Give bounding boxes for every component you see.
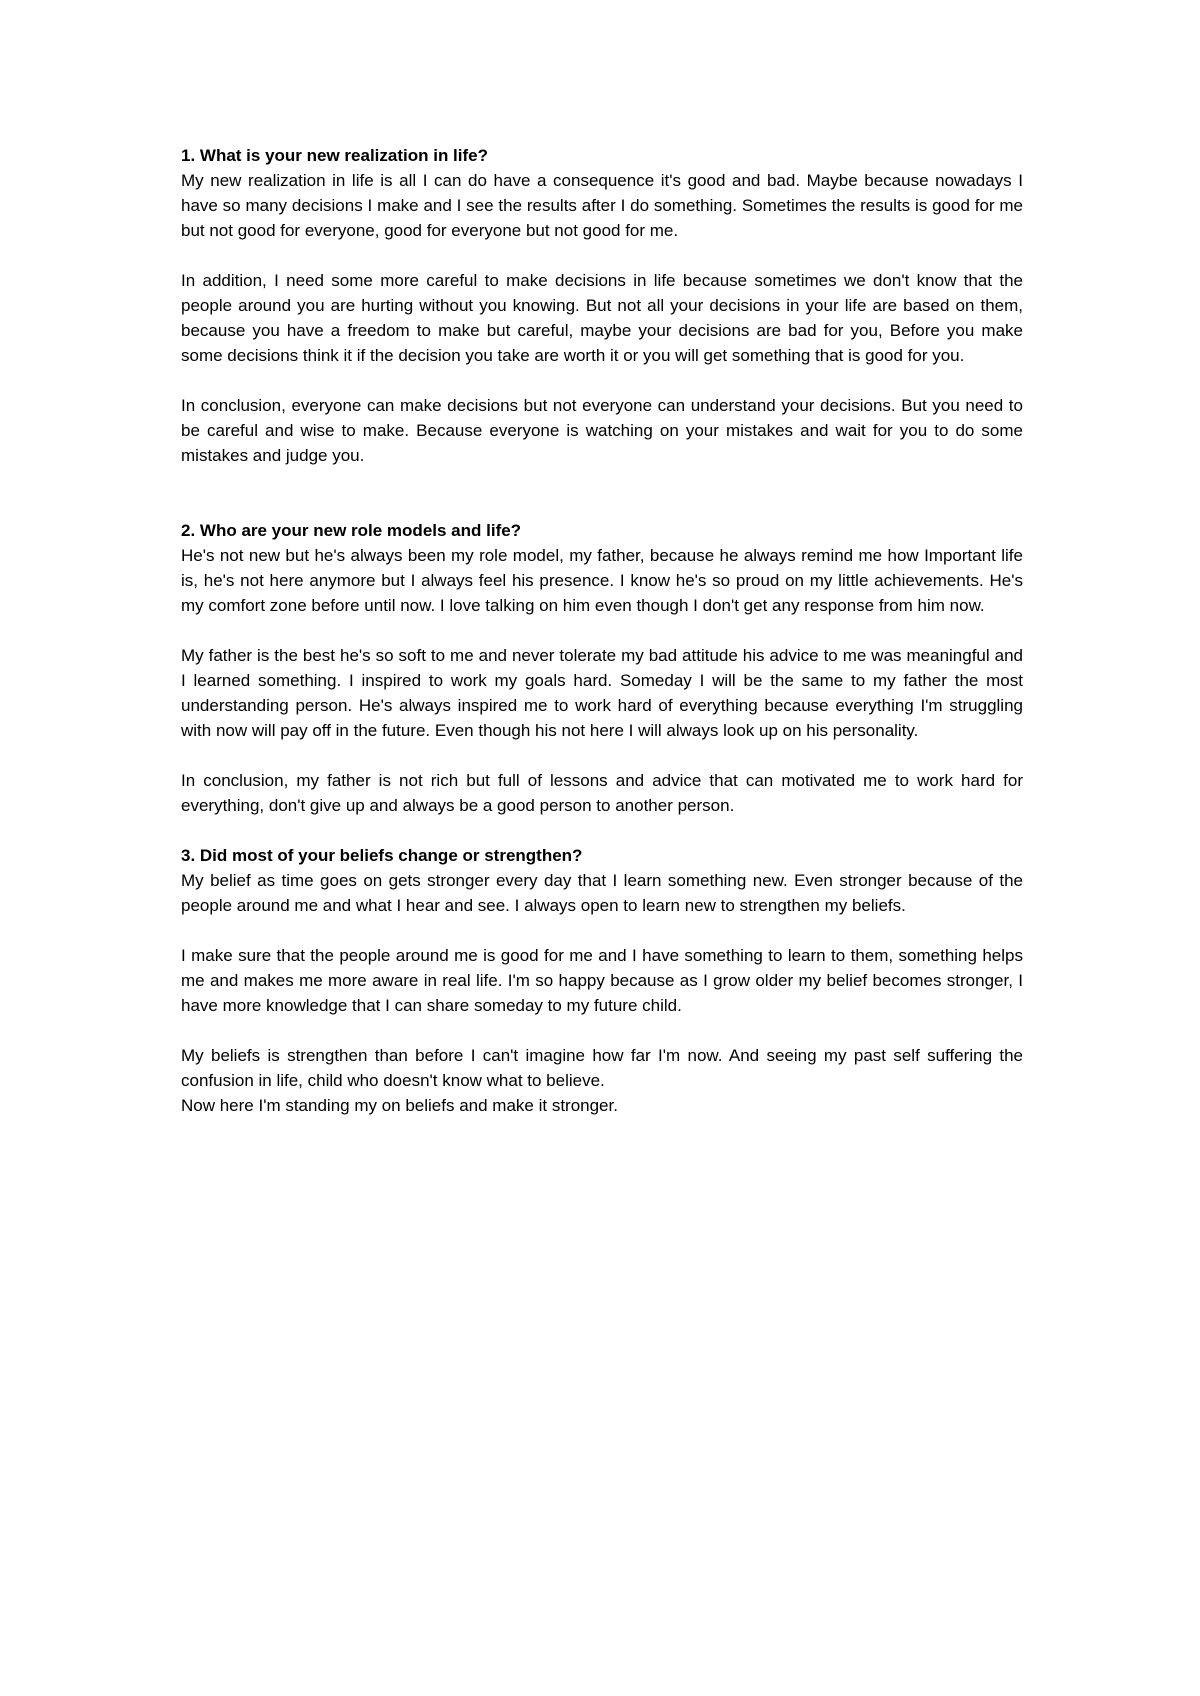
- section-heading: 1. What is your new realization in life?: [181, 146, 488, 165]
- paragraph: In conclusion, everyone can make decisions but not everyone can understand your decisions. But you need to be careful and wise to make. Because everyone is watching on your mistakes and wait for you to do some mistakes and judge you.: [181, 396, 1023, 465]
- paragraph: In conclusion, my father is not rich but full of lessons and advice that can motivated me to work hard for everything, don't give up and always be a good person to another person.: [181, 771, 1023, 815]
- paragraph: My new realization in life is all I can do have a consequence it's good and bad. Maybe because nowadays I have so many decisions I make and I see the results after I do something. Sometimes the results is good for me but not good for everyone, good for everyone but not good for me.: [181, 171, 1023, 240]
- paragraph: My father is the best he's so soft to me and never tolerate my bad attitude his advice to me was meaningful and I learned something. I inspired to work my goals hard. Someday I will be the same to my father the most understanding person. He's always inspired me to work hard of everything because everything I'm struggling with now will pay off in the future. Even though his not here I will always look up on his personality.: [181, 646, 1023, 740]
- paragraph: My belief as time goes on gets stronger every day that I learn something new. Even stronger because of the people around me and what I hear and see. I always open to learn new to strengthen my beliefs.: [181, 871, 1023, 915]
- paragraph-spacer: [181, 618, 1023, 643]
- paragraph-spacer: [181, 368, 1023, 393]
- section-spacer: [181, 468, 1023, 518]
- paragraph-spacer: [181, 1018, 1023, 1043]
- paragraph-spacer: [181, 743, 1023, 768]
- section-heading: 3. Did most of your beliefs change or strengthen?: [181, 846, 583, 865]
- paragraph: In addition, I need some more careful to make decisions in life because sometimes we don't know that the people around you are hurting without you knowing. But not all your decisions in your life are based on them, because you have a freedom to make but careful, maybe your decisions are bad for you, Before you make some decisions think it if the decision you take are worth it or you will get something that is good for you.: [181, 271, 1023, 365]
- paragraph-spacer: [181, 918, 1023, 943]
- paragraph: He's not new but he's always been my role model, my father, because he always remind me how Important life is, he's not here anymore but I always feel his presence. I know he's so proud on my little achievements. He's my comfort zone before until now. I love talking on him even though I don't get any response from him now.: [181, 546, 1023, 615]
- paragraph: My beliefs is strengthen than before I can't imagine how far I'm now. And seeing my past self suffering the confusion in life, child who doesn't know what to believe.: [181, 1046, 1023, 1090]
- paragraph-spacer: [181, 243, 1023, 268]
- section-spacer: [181, 818, 1023, 843]
- paragraph: I make sure that the people around me is good for me and I have something to learn to them, something helps me and makes me more aware in real life. I'm so happy because as I grow older my belief becomes stronger, I have more knowledge that I can share someday to my future child.: [181, 946, 1023, 1015]
- document-page: [181, 143, 1023, 1118]
- section-heading: 2. Who are your new role models and life?: [181, 521, 522, 540]
- closing-line: Now here I'm standing my on beliefs and make it stronger.: [181, 1096, 618, 1115]
